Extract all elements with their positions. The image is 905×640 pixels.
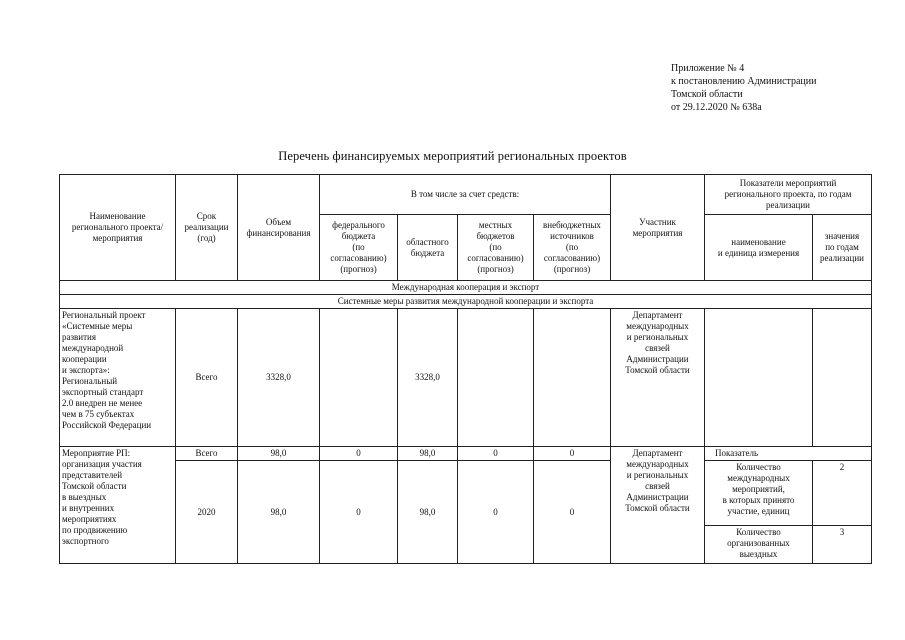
- project-volume: 3328,0: [238, 309, 320, 447]
- measure-2020-local: 0: [458, 461, 534, 564]
- header-regional: областного бюджета: [398, 215, 458, 281]
- measure-total-term: Всего: [176, 447, 238, 461]
- measure-total-volume: 98,0: [238, 447, 320, 461]
- header-indicator-name: наименование и единица измерения: [705, 215, 813, 281]
- document-title: Перечень финансируемых мероприятий региональных проектов: [278, 149, 627, 163]
- measure-participant: Департамент международных и региональных связей Администрации Томской области: [611, 447, 705, 564]
- appendix-block: [671, 62, 817, 114]
- header-extrabudget: внебюджетных источников (по согласованию) (прогноз): [534, 215, 611, 281]
- measure-total-row: [60, 447, 872, 461]
- header-volume: Объем финансирования: [238, 175, 320, 281]
- measure-total-local: 0: [458, 447, 534, 461]
- header-participant: Участник мероприятия: [611, 175, 705, 281]
- header-indicators: Показатели мероприятий регионального проекта, по годам реализации: [705, 175, 872, 215]
- measure-2020-row: [60, 461, 872, 526]
- measure-total-federal: 0: [320, 447, 398, 461]
- indicator-1-name: Количество международных мероприятий, в которых принято участие, единиц: [705, 461, 813, 526]
- appendix-line-2: к постановлению Администрации: [671, 76, 817, 87]
- project-indicator-name: [705, 309, 813, 447]
- project-term: Всего: [176, 309, 238, 447]
- measure-total-extrabudget: 0: [534, 447, 611, 461]
- section-row-2: Системные меры развития международной кооперации и экспорта: [60, 295, 872, 309]
- appendix-line-1: Приложение № 4: [671, 63, 745, 74]
- project-federal: [320, 309, 398, 447]
- header-federal: федерального бюджета (по согласованию) (прогноз): [320, 215, 398, 281]
- project-extrabudget: [534, 309, 611, 447]
- header-term: Срок реализации (год): [176, 175, 238, 281]
- measure-total-regional: 98,0: [398, 447, 458, 461]
- section-row-1: Международная кооперация и экспорт: [60, 281, 872, 295]
- measure-name: Мероприятие РП: организация участия представителей Томской области в выездных и внутренних мероприятиях по продвижению экспортного: [60, 447, 176, 564]
- measure-2020-term: 2020: [176, 461, 238, 564]
- measure-2020-federal: 0: [320, 461, 398, 564]
- project-local: [458, 309, 534, 447]
- project-indicator-value: [813, 309, 872, 447]
- appendix-line-3: Томской области: [671, 89, 743, 100]
- project-row: [60, 309, 872, 447]
- header-local: местных бюджетов (по согласованию) (прогноз): [458, 215, 534, 281]
- measure-2020-volume: 98,0: [238, 461, 320, 564]
- financing-table: [59, 174, 872, 564]
- project-regional: 3328,0: [398, 309, 458, 447]
- appendix-line-4: от 29.12.2020 № 638а: [671, 102, 762, 113]
- header-indicator-values: значения по годам реализации: [813, 215, 872, 281]
- header-including: В том числе за счет средств:: [320, 175, 611, 215]
- measure-2020-regional: 98,0: [398, 461, 458, 564]
- header-name: Наименование регионального проекта/ мероприятия: [60, 175, 176, 281]
- indicator-2-value: 3: [813, 526, 872, 564]
- indicator-2-name: Количество организованных выездных: [705, 526, 813, 564]
- measure-indicator-label: Показатель: [705, 447, 872, 461]
- project-name: Региональный проект «Системные меры развития международной кооперации и экспорта»: Региональный экспортный стандарт 2.0 внедрен не менее чем в 75 субъектах Российской Федерации: [60, 309, 176, 447]
- measure-2020-extrabudget: 0: [534, 461, 611, 564]
- indicator-1-value: 2: [813, 461, 872, 526]
- project-participant: Департамент международных и региональных связей Администрации Томской области: [611, 309, 705, 447]
